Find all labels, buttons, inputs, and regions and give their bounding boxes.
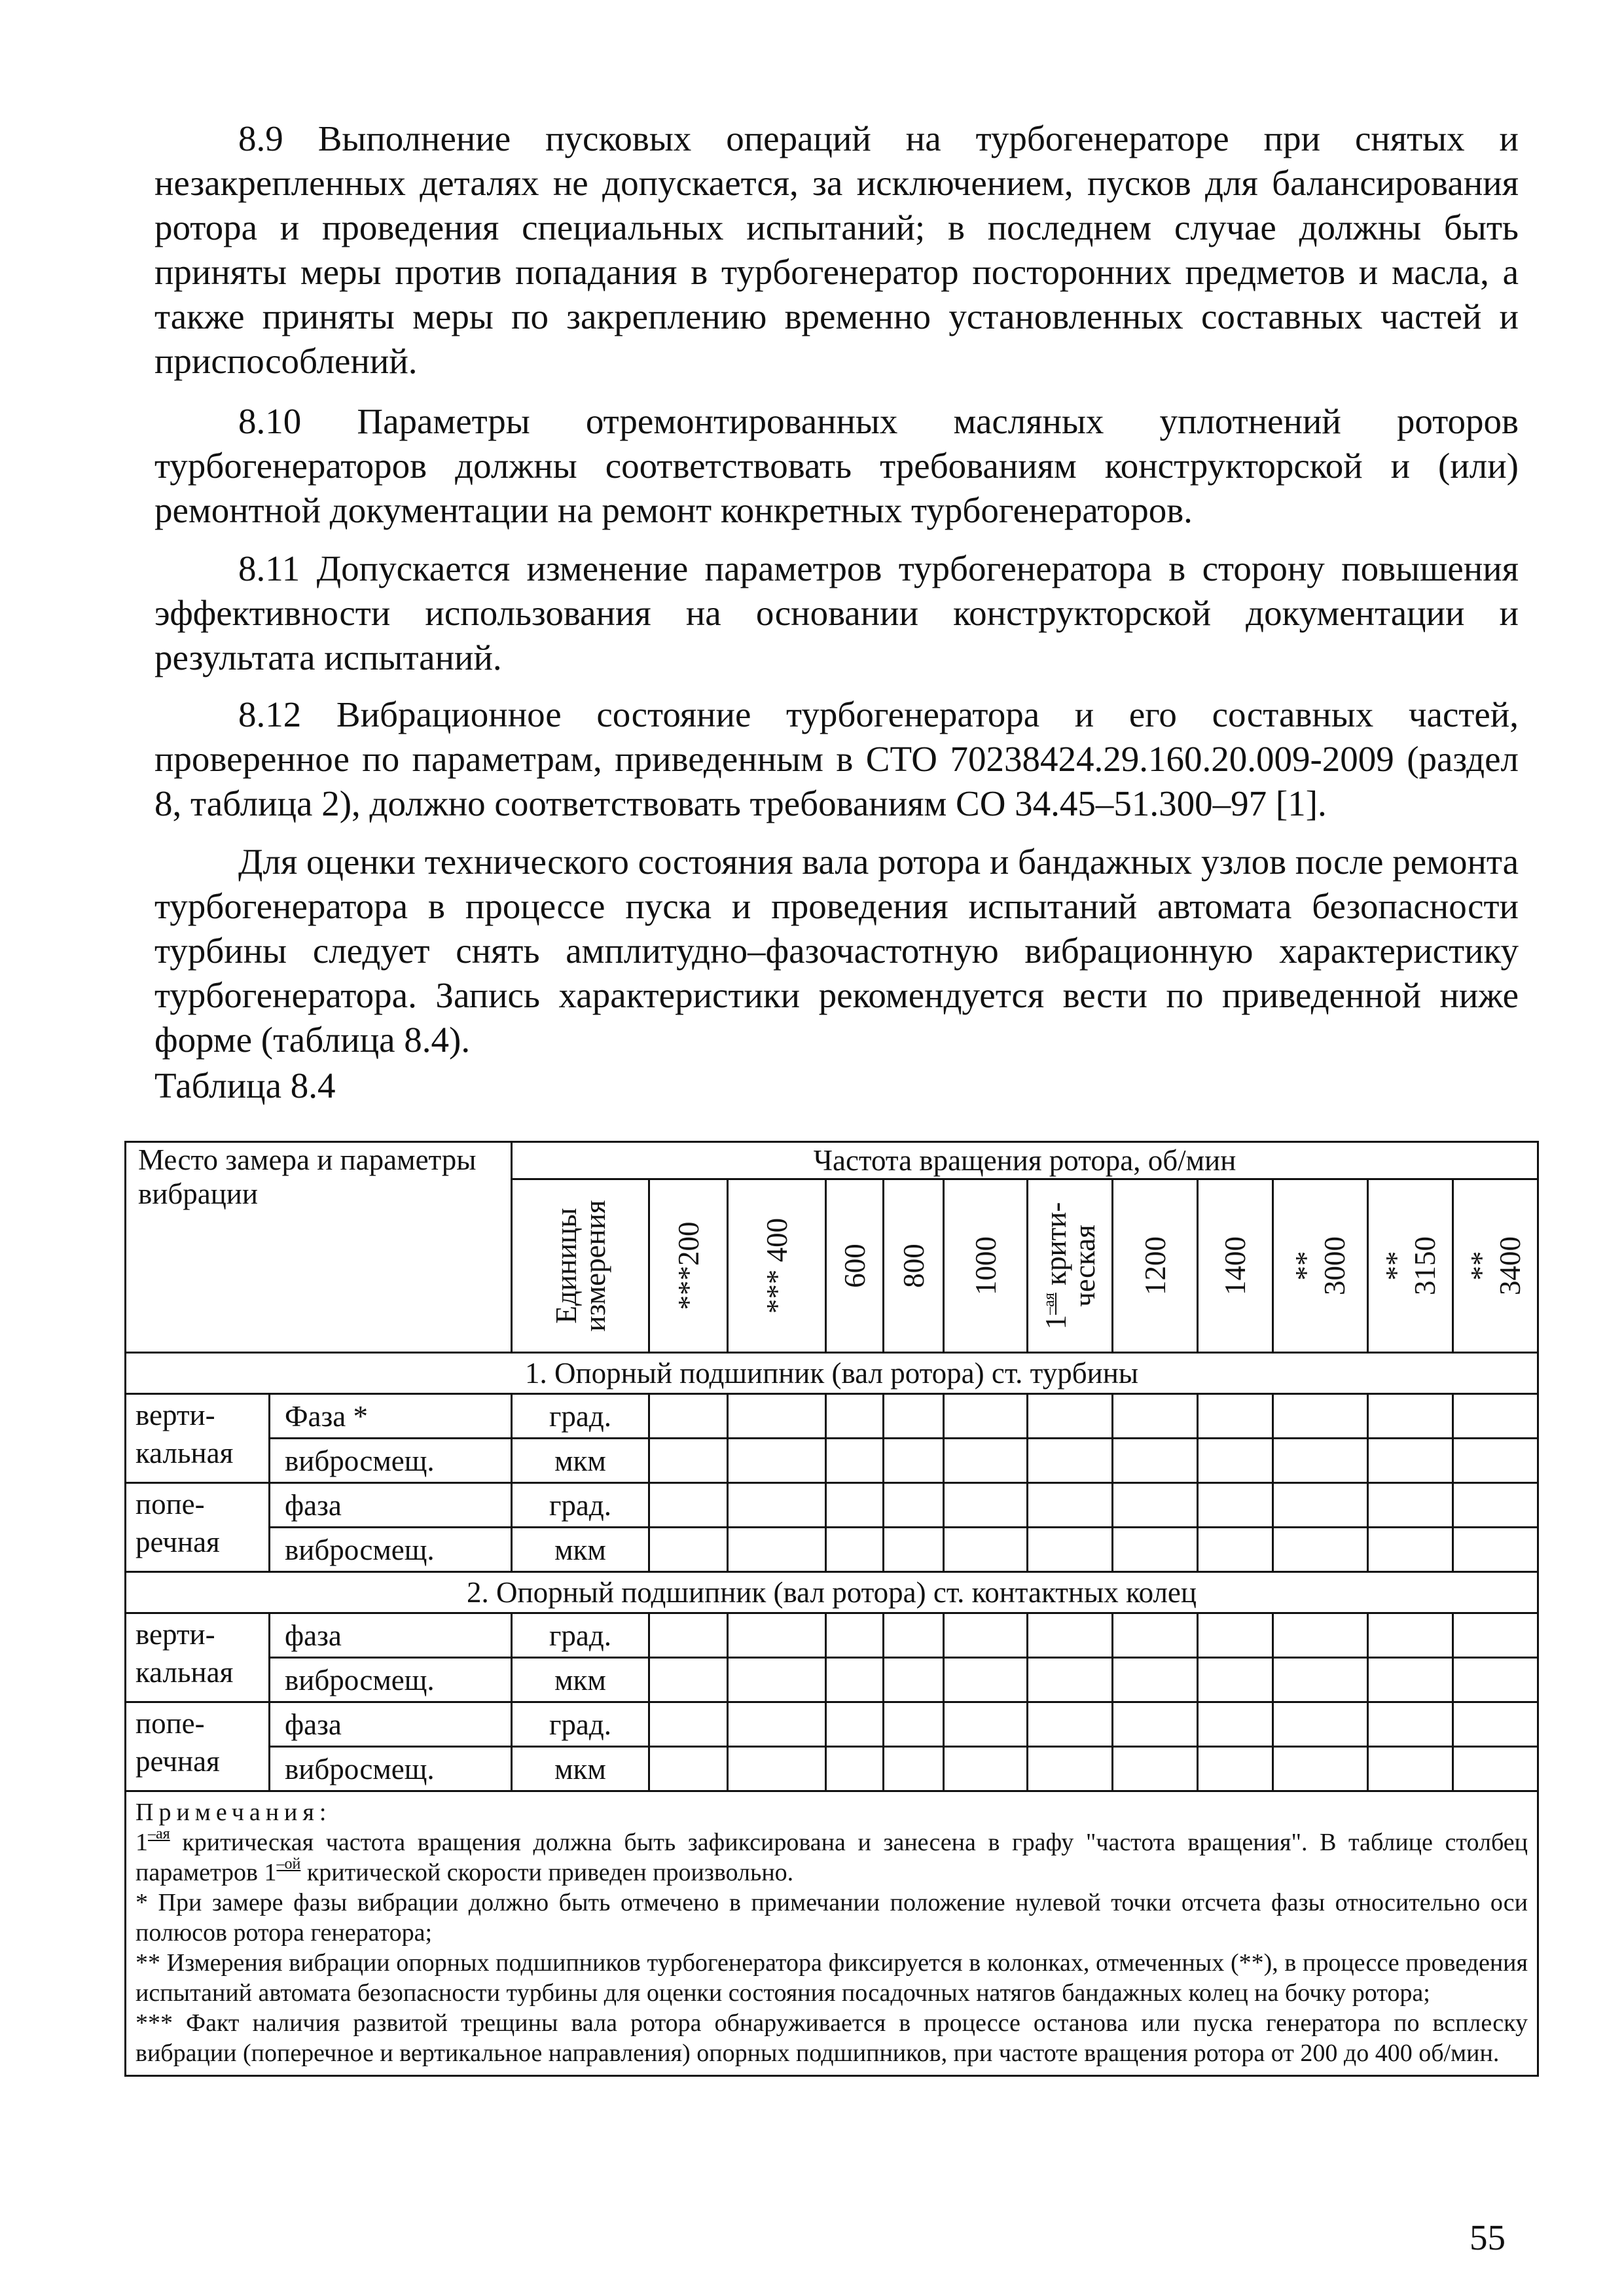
vibration-table bbox=[124, 1141, 1539, 2077]
critical-sup: –ая bbox=[1040, 1293, 1058, 1315]
data-cell bbox=[1198, 1528, 1273, 1572]
header-measurement-point: Место замера и параметры вибрации bbox=[126, 1142, 512, 1353]
header-col-3150: ** 3150 bbox=[1368, 1179, 1453, 1353]
data-cell bbox=[1368, 1528, 1453, 1572]
data-cell bbox=[1113, 1483, 1198, 1528]
data-cell bbox=[1028, 1528, 1113, 1572]
data-cell bbox=[1113, 1394, 1198, 1439]
data-cell bbox=[884, 1394, 944, 1439]
data-cell bbox=[826, 1702, 884, 1747]
header-col-600: 600 bbox=[826, 1179, 884, 1353]
unit-label: град. bbox=[512, 1702, 649, 1747]
data-cell bbox=[944, 1439, 1028, 1483]
data-cell bbox=[884, 1528, 944, 1572]
data-cell bbox=[1198, 1613, 1273, 1658]
paragraph-8-9: 8.9 Выполнение пусковых операций на турбогенераторе при снятых и незакрепленных деталях не допускается, за исключением, пусков для балансирования ротора и проведения специальных испытаний; в последнем случае должны быть приняты меры против попадания в турбогенератор посторонних предметов и масла, а также приняты меры по закреплению временно установленных составных частей и приспособлений. bbox=[154, 118, 1519, 381]
data-cell bbox=[944, 1747, 1028, 1791]
data-cell bbox=[1028, 1483, 1113, 1528]
data-cell bbox=[728, 1439, 826, 1483]
data-cell bbox=[1368, 1658, 1453, 1702]
data-cell bbox=[1453, 1613, 1538, 1658]
data-cell bbox=[944, 1483, 1028, 1528]
data-cell bbox=[1273, 1613, 1368, 1658]
data-cell bbox=[884, 1658, 944, 1702]
data-cell bbox=[1028, 1439, 1113, 1483]
data-cell bbox=[826, 1439, 884, 1483]
data-cell bbox=[1028, 1702, 1113, 1747]
unit-label: град. bbox=[512, 1613, 649, 1658]
data-cell bbox=[884, 1439, 944, 1483]
data-cell bbox=[944, 1613, 1028, 1658]
data-cell bbox=[1368, 1483, 1453, 1528]
header-col-3400: ** 3400 bbox=[1453, 1179, 1538, 1353]
critical-text: крити-ческая bbox=[1039, 1202, 1101, 1307]
data-cell bbox=[1198, 1394, 1273, 1439]
paragraph-8-11: 8.11 Допускается изменение параметров турбогенератора в сторону повышения эффективности использования на основании конструкторской документации и результата испытаний. bbox=[154, 548, 1519, 677]
data-cell bbox=[1113, 1747, 1198, 1791]
data-cell bbox=[1453, 1702, 1538, 1747]
data-cell bbox=[826, 1528, 884, 1572]
table-notes bbox=[126, 1791, 1538, 2076]
unit-label: мкм bbox=[512, 1528, 649, 1572]
note-shaft-crack: *** Факт наличия развитой трещины вала ротора обнаруживается в процессе останова или пуска генератора по всплеску вибрации (поперечное и вертикальное направления) опорных подшипников, при частоте вращения ротора от 200 до 400 об/мин. bbox=[135, 2009, 1528, 2067]
data-cell bbox=[1453, 1439, 1538, 1483]
data-cell bbox=[944, 1702, 1028, 1747]
header-rotation-frequency: Частота вращения ротора, об/мин bbox=[512, 1142, 1538, 1179]
data-cell bbox=[649, 1658, 728, 1702]
data-cell bbox=[884, 1483, 944, 1528]
data-cell bbox=[1198, 1483, 1273, 1528]
param-label: фаза bbox=[270, 1483, 512, 1528]
data-cell bbox=[1028, 1658, 1113, 1702]
data-cell bbox=[649, 1702, 728, 1747]
header-col-1200: 1200 bbox=[1113, 1179, 1198, 1353]
header-col-critical bbox=[1028, 1179, 1113, 1353]
header-col-400: *** 400 bbox=[728, 1179, 826, 1353]
param-label: вибросмещ. bbox=[270, 1747, 512, 1791]
data-cell bbox=[728, 1394, 826, 1439]
data-cell bbox=[1368, 1613, 1453, 1658]
data-cell bbox=[1198, 1658, 1273, 1702]
critical-num: 1 bbox=[1039, 1314, 1072, 1330]
data-cell bbox=[1198, 1439, 1273, 1483]
data-cell bbox=[1273, 1394, 1368, 1439]
data-cell bbox=[1368, 1747, 1453, 1791]
unit-label: мкм bbox=[512, 1439, 649, 1483]
param-label: вибросмещ. bbox=[270, 1528, 512, 1572]
data-cell bbox=[884, 1702, 944, 1747]
data-cell bbox=[1273, 1702, 1368, 1747]
data-cell bbox=[728, 1613, 826, 1658]
data-cell bbox=[728, 1747, 826, 1791]
data-cell bbox=[1368, 1394, 1453, 1439]
orientation-vertical: верти-кальная bbox=[126, 1394, 270, 1483]
data-cell bbox=[1028, 1747, 1113, 1791]
unit-label: град. bbox=[512, 1483, 649, 1528]
data-cell bbox=[649, 1747, 728, 1791]
header-col-200: ***200 bbox=[649, 1179, 728, 1353]
data-cell bbox=[826, 1394, 884, 1439]
data-cell bbox=[728, 1528, 826, 1572]
unit-label: мкм bbox=[512, 1658, 649, 1702]
data-cell bbox=[944, 1528, 1028, 1572]
data-cell bbox=[1273, 1747, 1368, 1791]
data-cell bbox=[1368, 1439, 1453, 1483]
data-cell bbox=[1453, 1747, 1538, 1791]
orientation-vertical: верти-кальная bbox=[126, 1613, 270, 1702]
orientation-transverse: попе-речная bbox=[126, 1483, 270, 1572]
data-cell bbox=[1113, 1613, 1198, 1658]
paragraph-8-12: 8.12 Вибрационное состояние турбогенератора и его составных частей, проверенное по параметрам, приведенным в СТО 70238424.29.160.20.009-2009 (раздел 8, таблица 2), должно соответствовать требованиям СО 34.45–51.300–97 [1]. bbox=[154, 694, 1519, 823]
data-cell bbox=[1273, 1439, 1368, 1483]
param-label: Фаза * bbox=[270, 1394, 512, 1439]
data-cell bbox=[728, 1658, 826, 1702]
data-cell bbox=[649, 1483, 728, 1528]
note-bearing-measurement: ** Измерения вибрации опорных подшипников турбогенератора фиксируется в колонках, отмеченных (**), в процессе проведения испытаний автомата безопасности турбины для оценки состояния посадочных натягов бандажных колец на бочку ротора; bbox=[135, 1949, 1528, 2007]
paragraph-8-10: 8.10 Параметры отремонтированных масляных уплотнений роторов турбогенераторов должны соответствовать требованиям конструкторской и (или) ремонтной документации на ремонт конкретных турбогенераторов. bbox=[154, 401, 1519, 530]
data-cell bbox=[649, 1439, 728, 1483]
data-cell bbox=[1273, 1528, 1368, 1572]
data-cell bbox=[1198, 1702, 1273, 1747]
data-cell bbox=[1273, 1483, 1368, 1528]
data-cell bbox=[728, 1483, 826, 1528]
data-cell bbox=[1273, 1658, 1368, 1702]
data-cell bbox=[1453, 1658, 1538, 1702]
header-col-1000: 1000 bbox=[944, 1179, 1028, 1353]
section-title: 1. Опорный подшипник (вал ротора) ст. турбины bbox=[126, 1353, 1538, 1394]
data-cell bbox=[728, 1702, 826, 1747]
data-cell bbox=[826, 1613, 884, 1658]
data-cell bbox=[826, 1658, 884, 1702]
data-cell bbox=[1113, 1702, 1198, 1747]
data-cell bbox=[649, 1394, 728, 1439]
data-cell bbox=[944, 1658, 1028, 1702]
data-cell bbox=[826, 1483, 884, 1528]
data-cell bbox=[1113, 1528, 1198, 1572]
orientation-transverse: попе-речная bbox=[126, 1702, 270, 1791]
section-title: 2. Опорный подшипник (вал ротора) ст. контактных колец bbox=[126, 1572, 1538, 1613]
unit-label: град. bbox=[512, 1394, 649, 1439]
table-caption: Таблица 8.4 bbox=[154, 1066, 336, 1105]
data-cell bbox=[1028, 1613, 1113, 1658]
note-critical-frequency: $1^{-ая}$ критическая частота вращения должна быть зафиксирована и занесена в графу "частота вращения". В таблице столбец параметров $1^{-ой}$ критической скорости приведен произвольно. bbox=[135, 1825, 1528, 1886]
param-label: вибросмещ. bbox=[270, 1658, 512, 1702]
param-label: фаза bbox=[270, 1702, 512, 1747]
data-cell bbox=[1113, 1658, 1198, 1702]
data-cell bbox=[826, 1747, 884, 1791]
header-col-3000: ** 3000 bbox=[1273, 1179, 1368, 1353]
note-phase: * При замере фазы вибрации должно быть отмечено в примечании положение нулевой точки отсчета фазы относительно оси полюсов ротора генератора; bbox=[135, 1889, 1528, 1946]
data-cell bbox=[884, 1613, 944, 1658]
header-col-1400: 1400 bbox=[1198, 1179, 1273, 1353]
data-cell bbox=[1368, 1702, 1453, 1747]
header-units: Единицы измерения bbox=[512, 1179, 649, 1353]
param-label: вибросмещ. bbox=[270, 1439, 512, 1483]
data-cell bbox=[649, 1613, 728, 1658]
data-cell bbox=[1028, 1394, 1113, 1439]
notes-title: Примечания: bbox=[135, 1799, 332, 1826]
param-label: фаза bbox=[270, 1613, 512, 1658]
data-cell bbox=[1453, 1528, 1538, 1572]
unit-label: мкм bbox=[512, 1747, 649, 1791]
data-cell bbox=[1453, 1483, 1538, 1528]
header-col-800: 800 bbox=[884, 1179, 944, 1353]
data-cell bbox=[1453, 1394, 1538, 1439]
paragraph-assessment: Для оценки технического состояния вала ротора и бандажных узлов после ремонта турбогенератора в процессе пуска и проведения испытаний автомата безопасности турбины следует снять амплитудно–фазочастотную вибрационную характеристику турбогенератора. Запись характеристики рекомендуется вести по приведенной ниже форме (таблица 8.4). bbox=[154, 842, 1519, 1060]
data-cell bbox=[884, 1747, 944, 1791]
data-cell bbox=[1198, 1747, 1273, 1791]
data-cell bbox=[1113, 1439, 1198, 1483]
data-cell bbox=[649, 1528, 728, 1572]
data-cell bbox=[944, 1394, 1028, 1439]
page-number: 55 bbox=[1470, 2217, 1506, 2257]
